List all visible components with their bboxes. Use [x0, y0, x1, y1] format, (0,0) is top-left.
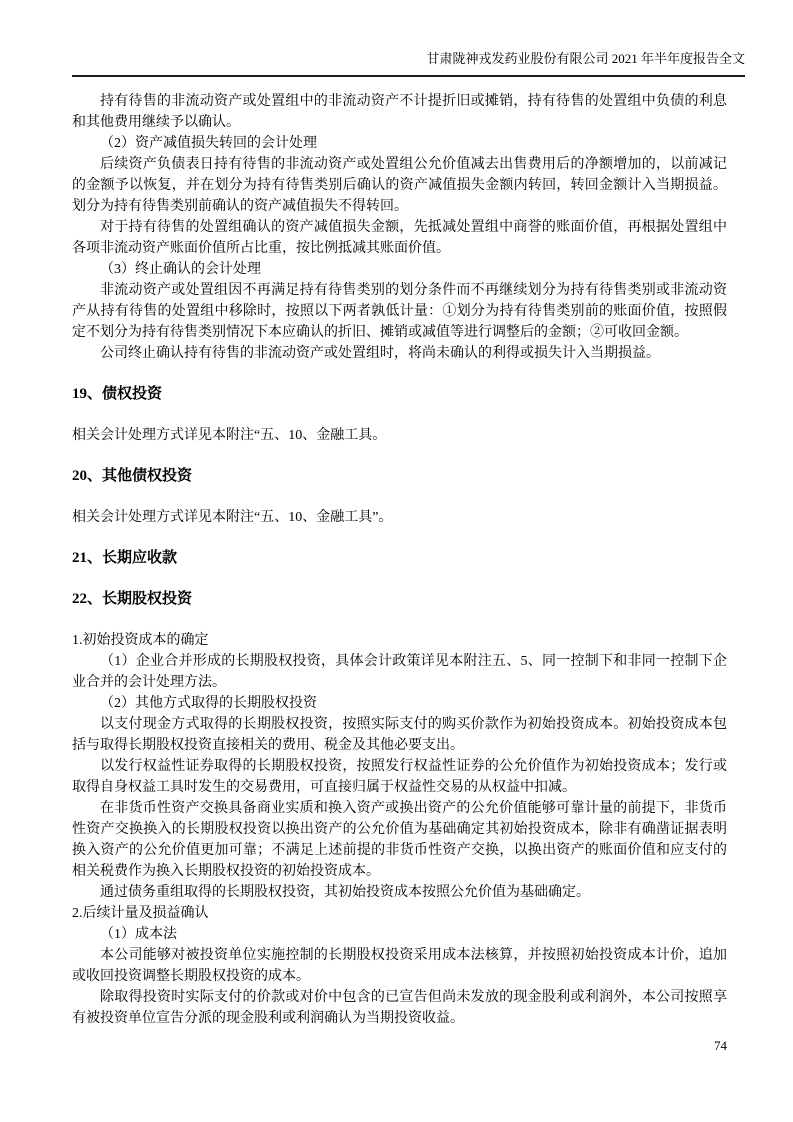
paragraph: 相关会计处理方式详见本附注“五、10、金融工具。: [72, 428, 387, 443]
paragraph: （1）成本法: [100, 927, 177, 942]
heading-19-debt-investment: 19、债权投资: [72, 386, 163, 402]
heading-21-long-term-receivables: 21、长期应收款: [72, 550, 178, 566]
paragraph: （2）资产减值损失转回的会计处理: [100, 136, 317, 151]
paragraph: 通过债务重组取得的长期股权投资，其初始投资成本按照公允价值为基础确定。: [100, 885, 590, 900]
paragraph: 非流动资产或处置组因不再满足持有待售类别的划分条件而不再继续划分为持有待售类别或非流动资产从持有待售的处置组中移除时，按照以下两者孰低计量：①划分为持有待售类别前的账面价值，按照假定不划分为持有待售类别情况下本应确认的折旧、摊销或减值等进行调整后的金额；②可收回金额。: [72, 283, 727, 340]
paragraph: 1.初始投资成本的确定: [72, 633, 209, 648]
page-footer: [72, 1038, 733, 1054]
page-header: [72, 50, 745, 77]
paragraph: 公司终止确认持有待售的非流动资产或处置组时，将尚未确认的利得或损失计入当期损益。: [100, 346, 660, 361]
paragraph: 以支付现金方式取得的长期股权投资，按照实际支付的购买价款作为初始投资成本。初始投资成本包括与取得长期股权投资直接相关的费用、税金及其他必要支出。: [72, 717, 727, 753]
paragraph: 对于持有待售的处置组确认的资产减值损失金额，先抵减处置组中商誉的账面价值，再根据处置组中各项非流动资产账面价值所占比重，按比例抵减其账面价值。: [72, 220, 727, 256]
paragraph: 在非货币性资产交换具备商业实质和换入资产或换出资产的公允价值能够可靠计量的前提下，非货币性资产交换换入的长期股权投资以换出资产的公允价值为基础确定其初始投资成本，除非有确凿证据表明换入资产的公允价值更加可靠；不满足上述前提的非货币性资产交换，以换出资产的账面价值和应支付的相关税费作为换入长期股权投资的初始投资成本。: [72, 801, 727, 879]
paragraph: 本公司能够对被投资单位实施控制的长期股权投资采用成本法核算，并按照初始投资成本计价，追加或收回投资调整长期股权投资的成本。: [72, 948, 727, 984]
heading-22-long-term-equity-investment: 22、长期股权投资: [72, 591, 193, 607]
paragraph: （3）终止确认的会计处理: [100, 262, 261, 277]
paragraph: 2.后续计量及损益确认: [72, 906, 209, 921]
paragraph: （1）企业合并形成的长期股权投资，具体会计政策详见本附注五、5、同一控制下和非同一控制下企业合并的会计处理方法。: [72, 654, 727, 690]
report-title: 甘肃陇神戎发药业股份有限公司 2021 年半年度报告全文: [426, 51, 745, 66]
heading-20-other-debt-investment: 20、其他债权投资: [72, 468, 193, 484]
paragraph: 相关会计处理方式详见本附注“五、10、金融工具”。: [72, 510, 393, 525]
paragraph: 以发行权益性证券取得的长期股权投资，按照发行权益性证券的公允价值作为初始投资成本；发行或取得自身权益工具时发生的交易费用，可直接归属于权益性交易的从权益中扣减。: [72, 759, 727, 795]
paragraph: 持有待售的非流动资产或处置组中的非流动资产不计提折旧或摊销，持有待售的处置组中负债的利息和其他费用继续予以确认。: [72, 94, 727, 130]
paragraph: 后续资产负债表日持有待售的非流动资产或处置组公允价值减去出售费用后的净额增加的，以前减记的金额予以恢复，并在划分为持有待售类别后确认的资产减值损失金额内转回，转回金额计入当期损益。划分为持有待售类别前确认的资产减值损失不得转回。: [72, 157, 727, 214]
paragraph: （2）其他方式取得的长期股权投资: [100, 696, 317, 711]
document-body: [72, 91, 727, 1029]
paragraph: 除取得投资时实际支付的价款或对价中包含的已宣告但尚未发放的现金股利或利润外，本公司按照享有被投资单位宣告分派的现金股利或利润确认为当期投资收益。: [72, 990, 727, 1026]
page-number: 74: [714, 1038, 727, 1053]
